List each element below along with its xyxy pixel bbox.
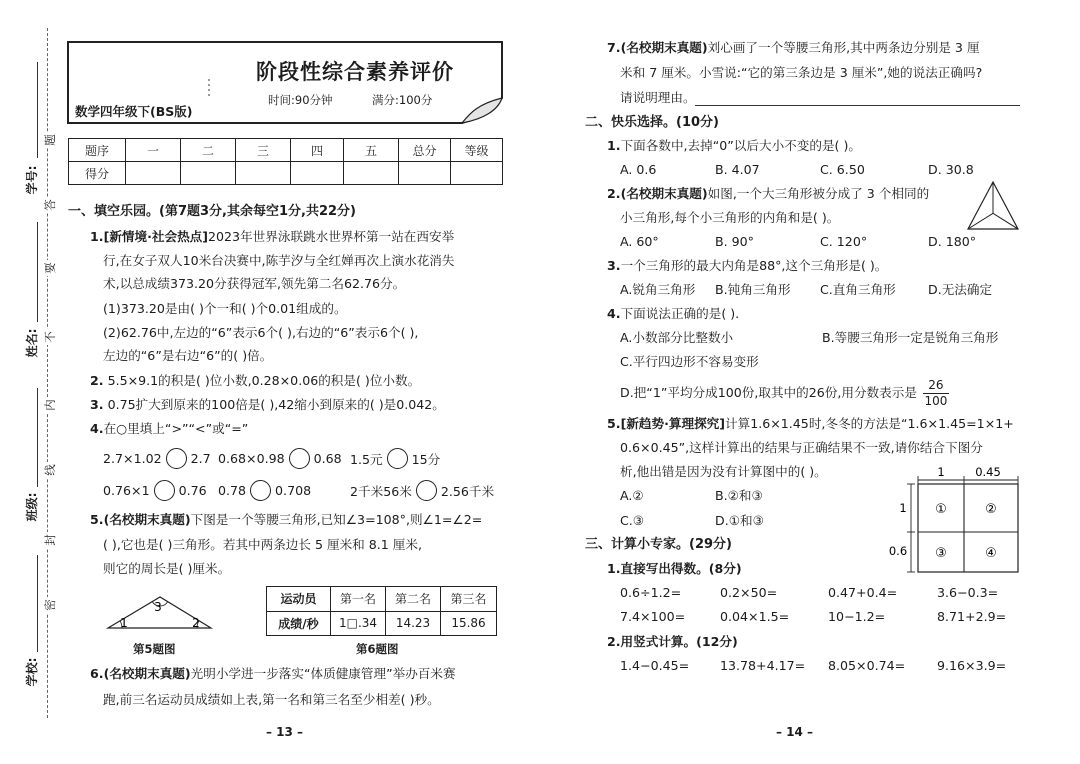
compare-right: 15分 [411, 451, 441, 467]
compare-item [350, 445, 440, 471]
calc-item: 13.78+4.17= [720, 658, 806, 673]
mc-q1-line [607, 138, 861, 154]
score-header-cell: 一 [126, 139, 181, 162]
question-text: 光明小学进一步落实“体质健康管理”举办百米赛 [190, 666, 456, 681]
question-tag: (名校期末真题) [103, 666, 191, 681]
score-cell [344, 162, 399, 185]
question-number: 5. [607, 416, 621, 431]
grid-cell-label: ③ [935, 546, 947, 561]
seal-char: 题 [42, 132, 58, 148]
q7-line: 请说明理由。 [620, 90, 696, 105]
figure-5-caption: 第5题图 [133, 642, 176, 656]
exam-time: 时间:90分钟 [268, 93, 333, 107]
score-cell [399, 162, 451, 185]
seal-char: 线 [42, 462, 58, 478]
grid-cell-label: ④ [985, 546, 997, 561]
title-dot [208, 89, 210, 91]
compare-item [218, 445, 342, 471]
compare-circle [416, 480, 437, 501]
subject-grade: 数学四年级下(BS版) [75, 104, 193, 119]
angle-arc-2 [197, 621, 199, 628]
q6-line: 跑,前三名运动员成绩如上表,第一名和第三名至少相差( )秒。 [103, 692, 440, 707]
q1-line: 行,在女子双人10米台决赛中,陈芋汐与全红婵再次上演水花消失 [103, 253, 455, 268]
option-a: A. 0.6 [620, 162, 657, 177]
school-label: 学校: [25, 657, 39, 687]
q1-sub2: (2)62.76中,左边的“6”表示6个( ),右边的“6”表示6个( ), [103, 325, 419, 340]
compare-circle [387, 448, 408, 469]
question-text: 0.75扩大到原来的100倍是( ),42缩小到原来的( )是0.042。 [107, 397, 445, 412]
option-d: D. 30.8 [928, 162, 974, 177]
seal-char: 封 [42, 532, 58, 548]
grid-left-label: 0.6 [888, 544, 908, 558]
calc-item: 8.05×0.74= [828, 658, 906, 673]
race-cell: 15.86 [441, 611, 497, 636]
score-header-cell: 总分 [399, 139, 451, 162]
q1-sub2-cont: 左边的“6”是右边“6”的( )倍。 [103, 348, 273, 363]
compare-circle [154, 480, 175, 501]
isosceles-triangle [108, 597, 211, 628]
question-tag: [新情境·社会热点] [103, 229, 209, 244]
question-number: 6. [90, 666, 104, 681]
paper-title: 阶段性综合素养评价 [256, 60, 454, 84]
option-d-text: D.把“1”平均分成100份,取其中的26份,用分数表示是 [620, 385, 917, 400]
angle-label-2: 2 [192, 616, 200, 630]
compare-item [103, 477, 207, 503]
question-text: 一个三角形的最大内角是88°,这个三角形是( )。 [620, 258, 888, 273]
option-d: D.无法确定 [928, 282, 993, 297]
race-table-row [267, 611, 497, 636]
q2-line [90, 373, 420, 389]
question-number: 1. [90, 229, 104, 244]
fraction-denominator: 100 [924, 393, 948, 408]
q1-sub1: (1)373.20是由( )个一和( )个0.01组成的。 [103, 301, 347, 316]
option-b: B.等腰三角形一定是锐角三角形 [822, 330, 999, 345]
question-number: 7. [607, 40, 621, 55]
seal-char: 要 [42, 260, 58, 276]
compare-item [218, 477, 311, 503]
score-table [68, 138, 503, 185]
score-header-cell: 等级 [451, 139, 503, 162]
grid-top-label: 1 [937, 465, 945, 479]
question-text: 下面说法正确的是( ). [620, 306, 740, 321]
question-number: 4. [90, 421, 104, 436]
option-b: B.钝角三角形 [715, 282, 791, 297]
compare-circle [250, 480, 271, 501]
compare-left: 1.5元 [350, 451, 383, 467]
class-line [37, 388, 38, 487]
split-line [968, 213, 993, 229]
compare-right: 0.76 [178, 482, 207, 498]
q1-line [90, 229, 454, 245]
big-triangle [968, 182, 1018, 229]
q6-line [90, 666, 456, 682]
q5-line [90, 512, 482, 528]
fraction-numerator: 26 [928, 377, 944, 392]
calc-sub2-title: 2.用竖式计算。(12分) [607, 634, 738, 649]
grid-cell-label: ② [985, 502, 997, 517]
option-a: A.小数部分比整数小 [620, 330, 734, 345]
seal-char: 内 [42, 397, 58, 413]
compare-left: 2千米56米 [350, 483, 412, 499]
q3-line [90, 397, 445, 413]
option-a: A.② [620, 488, 644, 503]
calc-sub1-title: 1.直接写出得数。(8分) [607, 561, 742, 576]
option-d: D. 180° [928, 234, 977, 249]
option-c: C.平行四边形不容易变形 [620, 354, 759, 369]
mc-q4-line [607, 306, 739, 322]
question-tag: (名校期末真题) [620, 186, 708, 201]
question-number: 1. [607, 138, 621, 153]
question-text: 在○里填上“>”“<”或“=” [103, 421, 249, 436]
calc-item: 10−1.2= [828, 609, 886, 624]
mc-q2-line [607, 186, 929, 202]
page-number-right: – 14 – [776, 725, 814, 739]
section-1-heading: 一、填空乐园。(第7题3分,其余每空1分,共22分) [68, 204, 356, 219]
question-text: 2023年世界泳联跳水世界杯第一站在西安举 [208, 229, 455, 244]
question-text: 如图,一个大三角形被分成了 3 个相同的 [707, 186, 930, 201]
grid-top-label: 0.45 [975, 465, 1001, 479]
seal-char: 密 [42, 597, 58, 613]
option-b: B. 90° [715, 234, 754, 249]
compare-left: 2.7×1.02 [103, 450, 162, 466]
question-text: 下图是一个等腰三角形,已知∠3=108°,则∠1=∠2= [190, 512, 483, 527]
compare-left: 0.78 [218, 482, 247, 498]
q5-line: 则它的周长是( )厘米。 [103, 561, 231, 576]
q5-line: ( ),它也是( )三角形。若其中两条边长 5 厘米和 8.1 厘米, [103, 537, 423, 552]
name-label: 姓名: [25, 328, 39, 358]
calc-item: 0.47+0.4= [828, 585, 898, 600]
angle-label-1: 1 [120, 616, 128, 630]
title-box-curl [462, 98, 502, 123]
page-number-left: – 13 – [266, 725, 304, 739]
section-3-heading: 三、计算小专家。(29分) [585, 537, 732, 552]
score-cell [236, 162, 291, 185]
calc-item: 0.2×50= [720, 585, 778, 600]
question-tag: (名校期末真题) [103, 512, 191, 527]
score-table-header-row [69, 139, 503, 162]
seal-char: 答 [42, 197, 58, 213]
q4-line [90, 421, 248, 437]
mc-q2-line: 小三角形,每个小三角形的内角和是( )。 [620, 210, 840, 225]
option-a: A. 60° [620, 234, 659, 249]
race-cell: 14.23 [386, 611, 441, 636]
compare-right: 2.56千米 [440, 483, 495, 499]
compare-circle [289, 448, 310, 469]
race-row-label: 成绩/秒 [267, 611, 331, 636]
question-number: 3. [607, 258, 621, 273]
angle-arc-1 [120, 621, 122, 628]
option-b: B. 4.07 [715, 162, 760, 177]
q1-line: 术,以总成绩373.20分获得冠军,领先第二名62.76分。 [103, 276, 406, 291]
question-text: 刘心画了一个等腰三角形,其中两条边分别是 3 厘 [707, 40, 980, 55]
student-id-line [37, 62, 38, 158]
calc-item: 8.71+2.9= [937, 609, 1007, 624]
question-text: 5.5×9.1的积是( )位小数,0.28×0.06的积是( )位小数。 [107, 373, 421, 388]
score-cell [126, 162, 181, 185]
title-dot [208, 84, 210, 86]
score-cell [291, 162, 344, 185]
class-label: 班级: [25, 492, 39, 522]
option-d [620, 379, 949, 407]
race-header-cell: 第二名 [386, 587, 441, 612]
question-number: 4. [607, 306, 621, 321]
compare-item [103, 445, 211, 471]
race-table-header-row [267, 587, 497, 612]
score-header-cell: 二 [181, 139, 236, 162]
question-number: 3. [90, 397, 104, 412]
compare-right: 0.68 [313, 450, 342, 466]
score-table-score-row [69, 162, 503, 185]
title-dot [208, 79, 210, 81]
figure-6-caption: 第6题图 [356, 642, 399, 656]
option-c: C.③ [620, 513, 645, 528]
calc-item: 7.4×100= [620, 609, 686, 624]
angle-arc-3 [152, 602, 167, 606]
compare-right: 2.7 [190, 450, 211, 466]
compare-item [350, 477, 494, 503]
race-results-table [266, 586, 497, 636]
school-line [37, 555, 38, 652]
calc-item: 0.6÷1.2= [620, 585, 682, 600]
score-header-cell: 四 [291, 139, 344, 162]
answer-line [695, 105, 1020, 106]
question-number: 2. [90, 373, 104, 388]
race-cell: 1□.34 [331, 611, 386, 636]
grid-cell-label: ① [935, 502, 947, 517]
mc-q5-line: 析,他出错是因为没有计算图中的( )。 [620, 464, 827, 479]
student-id-label: 学号: [25, 165, 39, 195]
option-c: C. 120° [820, 234, 868, 249]
race-header-cell: 第三名 [441, 587, 497, 612]
grid-left-label: 1 [899, 501, 907, 515]
calc-item: 0.04×1.5= [720, 609, 790, 624]
question-tag: (名校期末真题) [620, 40, 708, 55]
score-row-label: 得分 [69, 162, 126, 185]
option-a: A.锐角三角形 [620, 282, 696, 297]
q7-line: 米和 7 厘米。小雪说:“它的第三条边是 3 厘米”,她的说法正确吗? [620, 65, 983, 80]
calc-item: 1.4−0.45= [620, 658, 690, 673]
compare-left: 0.76×1 [103, 482, 150, 498]
option-c: C.直角三角形 [820, 282, 896, 297]
mc-q3-line [607, 258, 887, 274]
score-header-cell: 三 [236, 139, 291, 162]
mc-q5-line: 0.6×0.45”,这样计算出的结果与正确结果不一致,请你结合下图分 [620, 440, 983, 455]
score-header-cell: 题序 [69, 139, 126, 162]
question-text: 计算1.6×1.45时,冬冬的方法是“1.6×1.45=1×1+ [725, 416, 1014, 431]
compare-circle [166, 448, 187, 469]
race-header-cell: 第一名 [331, 587, 386, 612]
score-header-cell: 五 [344, 139, 399, 162]
full-score: 满分:100分 [372, 93, 433, 107]
compare-right: 0.708 [275, 482, 312, 498]
angle-label-3: 3 [154, 600, 162, 614]
option-c: C. 6.50 [820, 162, 865, 177]
area-grid-box [918, 484, 1018, 572]
name-line [37, 222, 38, 322]
title-dot [208, 94, 210, 96]
score-cell [451, 162, 503, 185]
section-2-heading: 二、快乐选择。(10分) [585, 115, 719, 130]
fraction [923, 379, 949, 408]
option-b: B.②和③ [715, 488, 763, 503]
race-header-cell: 运动员 [267, 587, 331, 612]
q7-line [607, 40, 980, 56]
question-text: 下面各数中,去掉“0”以后大小不变的是( )。 [620, 138, 861, 153]
option-d: D.①和③ [715, 513, 764, 528]
compare-left: 0.68×0.98 [218, 450, 285, 466]
mc-q5-line [607, 416, 1014, 432]
split-line [993, 213, 1018, 229]
calc-item: 3.6−0.3= [937, 585, 999, 600]
question-tag: [新趋势·算理探究] [620, 416, 726, 431]
question-number: 5. [90, 512, 104, 527]
seal-char: 不 [42, 329, 58, 345]
question-number: 2. [607, 186, 621, 201]
score-cell [181, 162, 236, 185]
calc-item: 9.16×3.9= [937, 658, 1007, 673]
